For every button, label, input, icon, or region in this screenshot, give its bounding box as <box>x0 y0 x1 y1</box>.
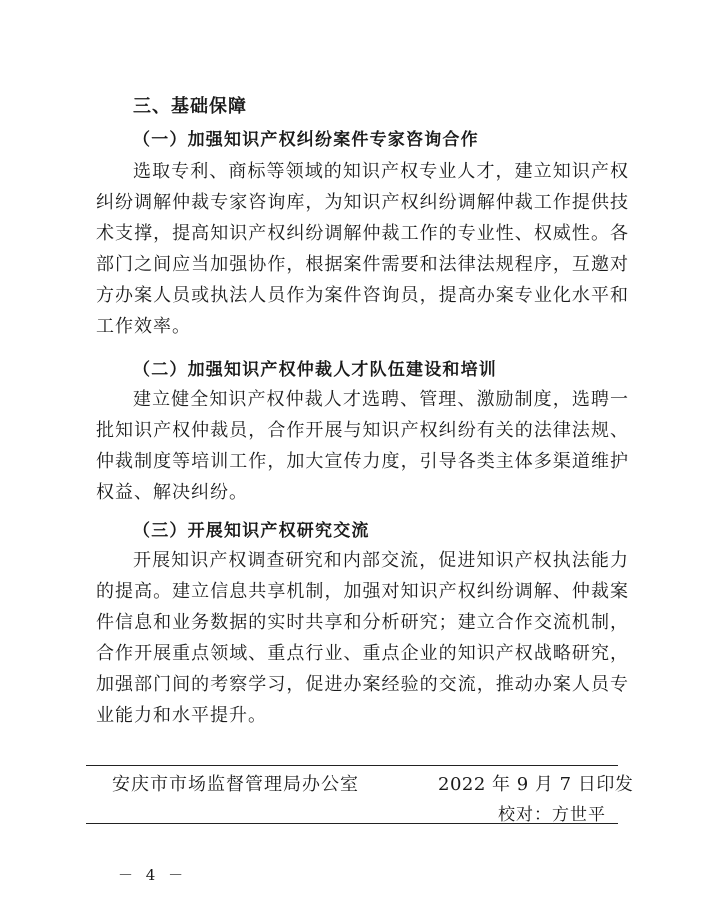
paragraph-line: 方办案人员或执法人员作为案件咨询员，提高办案专业化水平和 <box>96 285 628 306</box>
paragraph-line: 部门之间应当加强协作，根据案件需要和法律法规程序，互邀对 <box>96 254 628 275</box>
paragraph-line: 件信息和业务数据的实时共享和分析研究；建立合作交流机制， <box>96 612 628 633</box>
paragraph-line: 权益、解决纠纷。 <box>96 482 248 503</box>
paragraph-3 <box>96 545 628 731</box>
paragraph-line: 的提高。建立信息共享机制，加强对知识产权纠纷调解、仲裁案 <box>96 581 628 602</box>
paragraph-line: 批知识产权仲裁员，合作开展与知识产权纠纷有关的法律法规、 <box>96 420 628 441</box>
paragraph-line: 加强部门间的考察学习，促进办案经验的交流，推动办案人员专 <box>96 674 628 695</box>
paragraph-line: 工作效率。 <box>96 316 191 337</box>
paragraph-2 <box>96 384 628 508</box>
paragraph-line: 选取专利、商标等领域的知识产权专业人才，建立知识产权 <box>133 161 628 182</box>
issue-date: 2022 年 9 月 7 日印发 <box>438 774 634 795</box>
paragraph-line: 纠纷调解仲裁专家咨询库，为知识产权纠纷调解仲裁工作提供技 <box>96 192 628 213</box>
subsection-title-1: （一）加强知识产权纠纷案件专家咨询合作 <box>133 130 479 150</box>
footer-bottom-rule <box>86 823 618 824</box>
paragraph-line: 合作开展重点领域、重点行业、重点企业的知识产权战略研究， <box>96 643 628 664</box>
paragraph-line: 仲裁制度等培训工作，加大宣传力度，引导各类主体多渠道维护 <box>96 451 628 472</box>
footer-top-rule <box>86 765 618 766</box>
section-heading: 三、基础保障 <box>133 96 247 117</box>
paragraph-line: 开展知识产权调查研究和内部交流，促进知识产权执法能力 <box>133 550 628 571</box>
subsection-title-2: （二）加强知识产权仲裁人才队伍建设和培训 <box>133 360 497 380</box>
paragraph-line: 术支撑，提高知识产权纠纷调解仲裁工作的专业性、权威性。各 <box>96 223 628 244</box>
paragraph-line: 建立健全知识产权仲裁人才选聘、管理、激励制度，选聘一 <box>133 389 628 410</box>
issuing-office: 安庆市市场监督管理局办公室 <box>112 774 359 795</box>
page-number: － 4 － <box>118 866 188 884</box>
paragraph-1 <box>96 156 628 342</box>
paragraph-line: 业能力和水平提升。 <box>96 705 267 726</box>
proofreader: 校对：方世平 <box>498 805 606 825</box>
subsection-title-3: （三）开展知识产权研究交流 <box>133 521 370 541</box>
